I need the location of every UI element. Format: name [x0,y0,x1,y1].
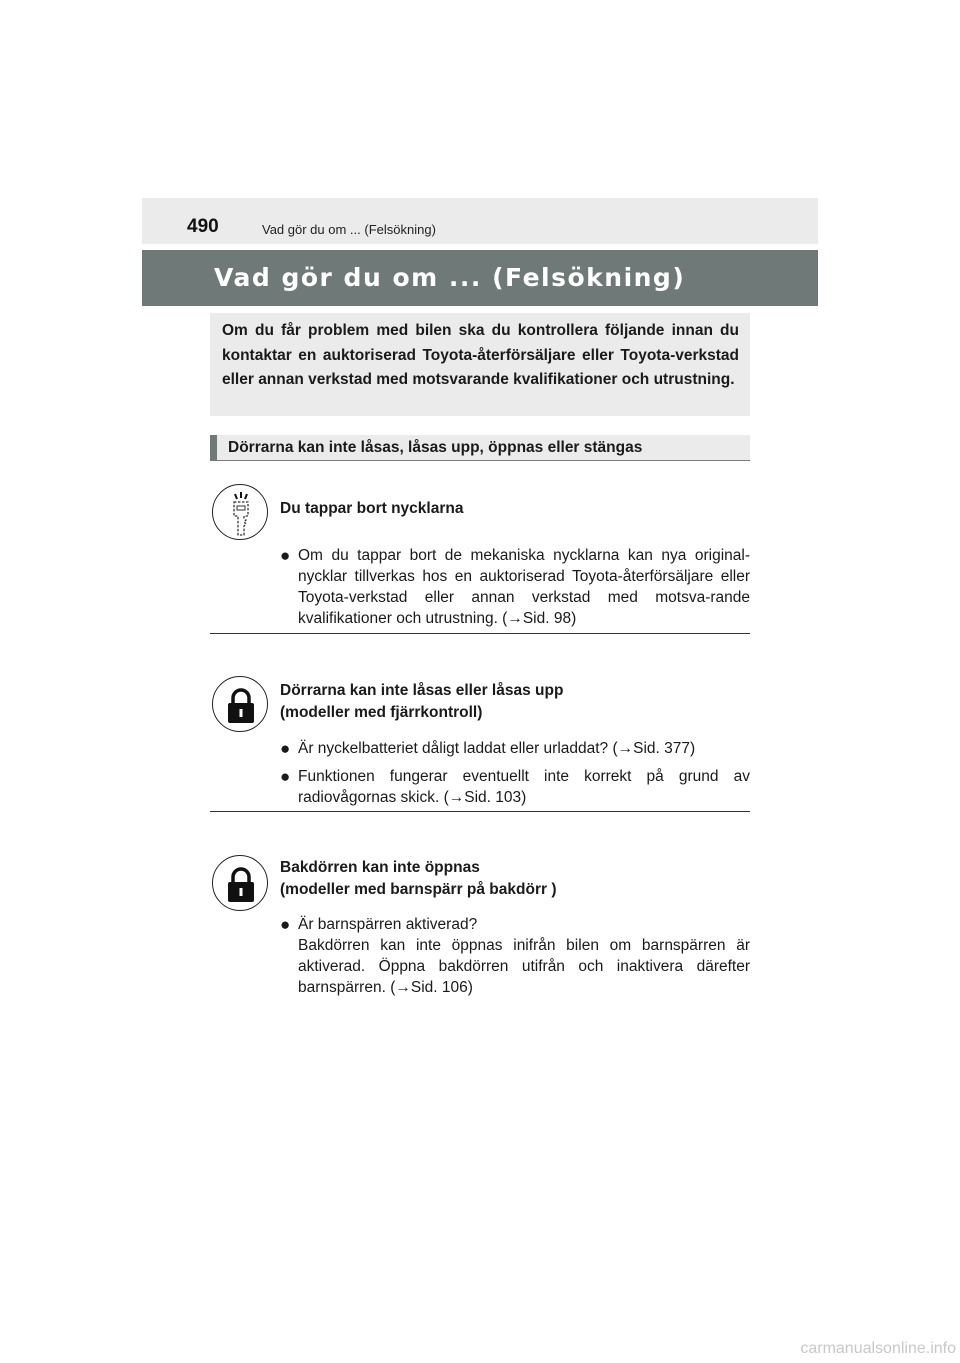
item-title-back-door [280,857,557,901]
bullet-text [298,914,750,998]
item-title-line: (modeller med barnspärr på bakdörr ) [280,881,557,898]
watermark-logo [710,1338,960,1358]
bullet-dot: ● [280,767,291,786]
list-item [280,766,750,808]
item-title-line: (modeller med fjärrkontroll) [280,704,483,721]
bullet-text: Är nyckelbatteriet dåligt laddat eller urladdat? (→Sid. 377) [298,740,696,757]
divider [210,811,750,812]
lock-icon [212,676,268,732]
bullet-dot: ● [280,915,291,934]
lock-icon [212,855,268,911]
page-title: Vad gör du om ... (Felsökning) [214,263,686,292]
item-title-line: Bakdörren kan inte öppnas [280,859,480,876]
bullet-dot: ● [280,546,291,565]
running-title: Vad gör du om ... (Felsökning) [262,222,436,237]
header-bar [142,198,818,244]
section-heading [210,435,750,461]
list-item [280,545,750,629]
bullet-dot: ● [280,739,291,758]
section-heading-text: Dörrarna kan inte låsas, låsas upp, öppnas eller stängas [228,439,643,456]
item-title-line: Dörrarna kan inte låsas eller låsas upp [280,682,564,699]
list-item [280,914,750,998]
page-number: 490 [187,216,219,237]
key-icon [212,484,268,540]
intro-box [210,313,750,416]
title-band [142,250,818,306]
divider [210,633,750,634]
list-item [280,738,750,759]
intro-text: Om du får problem med bilen ska du kontrollera följande innan du kontaktar en auktoriserad Toyota-återförsäljare eller Toyota-verkstad eller annan verkstad med motsvarande kvalifikationer och utrustning. [222,322,739,388]
bullet-text: Om du tappar bort de mekaniska nycklarna kan nya original-nycklar tillverkas hos en auktoriserad Toyota-återförsäljare eller Toyota-verkstad eller annan verkstad med motsva-rande kvalifikationer och utrustning. (→Sid. 98) [298,547,750,627]
bullet-text: Funktionen fungerar eventuellt inte korrekt på grund av radiovågornas skick. (→Sid. 103) [298,768,750,806]
item-title-remote [280,680,563,724]
watermark-text: carmanualsonline.info [800,1340,956,1357]
bullet-text-line: Bakdörren kan inte öppnas inifrån bilen om barnspärren är aktiverad. Öppna bakdörren utifrån och inaktivera därefter barnspärren. (→Sid. 106) [298,937,750,996]
bullet-text-line: Är barnspärren aktiverad? [298,916,478,933]
item-title-lost-keys: Du tappar bort nycklarna [280,500,464,517]
